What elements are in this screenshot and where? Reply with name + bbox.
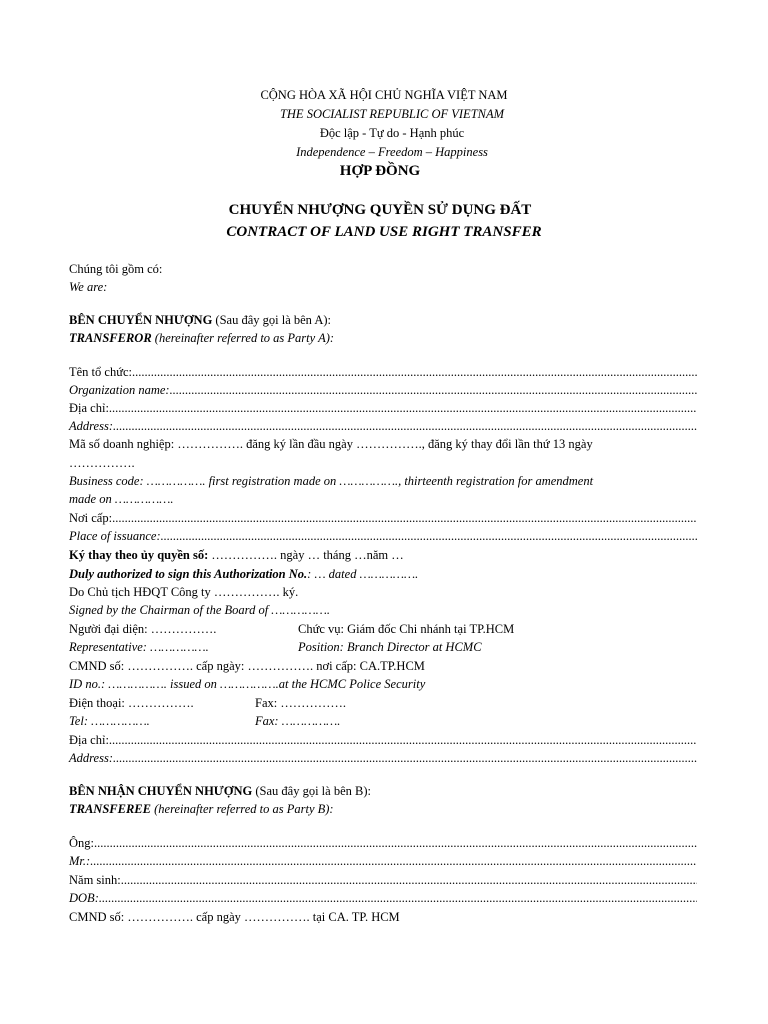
intro-en: We are:	[69, 280, 108, 294]
authorization-date-en: : … dated …………….	[307, 567, 419, 581]
issue-place-field-en[interactable]	[69, 528, 697, 544]
address2-field-vi[interactable]	[69, 732, 697, 748]
business-code-vi-cont: …………….	[69, 456, 135, 470]
org-name-field-vi[interactable]	[69, 364, 697, 380]
document-title-en: CONTRACT OF LAND USE RIGHT TRANSFER	[226, 224, 542, 240]
phone-vi: Điện thoại: …………….	[69, 696, 194, 710]
chairman-vi: Do Chủ tịch HĐQT Công ty ……………. ký.	[69, 585, 299, 599]
motto-en: Independence – Freedom – Happiness	[296, 145, 488, 159]
mr-label-vi: Ông:	[69, 836, 94, 850]
authorization-label-vi: Ký thay theo ủy quyền số:	[69, 548, 209, 562]
dob-label-en: DOB:	[69, 891, 99, 905]
party-b-note-vi: (Sau đây gọi là bên B):	[252, 784, 371, 798]
party-a-note-vi: (Sau đây gọi là bên A):	[212, 313, 332, 327]
org-name-label-en: Organization name:	[69, 383, 170, 397]
party-a-label-vi: BÊN CHUYỂN NHƯỢNG	[69, 313, 213, 327]
issue-place-field-vi[interactable]	[69, 510, 697, 526]
party-b-note-en: (hereinafter referred to as Party B):	[150, 802, 334, 816]
mr-field-en[interactable]	[69, 853, 697, 869]
party-a-label-en: TRANSFEROR	[69, 331, 152, 345]
party-b-label-en: TRANSFEREE	[69, 802, 151, 816]
phone-en: Tel: …………….	[69, 714, 150, 728]
phone-row-en	[69, 713, 697, 729]
org-name-field-en[interactable]	[69, 382, 697, 398]
business-code-vi: Mã số doanh nghiệp: ……………. đăng ký lần đầu ngày ……………., đăng ký thay đổi lần thứ 13 ngày	[69, 437, 593, 451]
dob-field-en[interactable]	[69, 890, 697, 906]
org-name-label-vi: Tên tổ chức:	[69, 365, 133, 379]
position-vi: Chức vụ: Giám đốc Chi nhánh tại TP.HCM	[298, 622, 515, 636]
representative-row-en	[69, 639, 697, 655]
mr-field-vi[interactable]	[69, 835, 697, 851]
position-en: Position: Branch Director at HCMC	[298, 640, 482, 654]
dob-field-vi[interactable]	[69, 872, 697, 888]
business-code-en: Business code: ……………. first registration made on ……………., thirteenth registration for amendment	[69, 474, 594, 488]
fax-en: Fax: …………….	[255, 714, 341, 728]
address-label-en: Address:	[69, 419, 113, 433]
document-title-vi: CHUYỂN NHƯỢNG QUYỀN SỬ DỤNG ĐẤT	[228, 202, 532, 218]
authorization-vi	[69, 547, 697, 563]
party-a-heading-en	[69, 330, 697, 346]
representative-vi: Người đại diện: …………….	[69, 622, 217, 636]
address2-label-vi: Địa chỉ:	[69, 733, 109, 747]
dob-label-vi: Năm sinh:	[69, 873, 121, 887]
mr-label-en: Mr.:	[69, 854, 91, 868]
party-b-label-vi: BÊN NHẬN CHUYỂN NHƯỢNG	[69, 784, 253, 798]
business-code-en-cont: made on …………….	[69, 492, 174, 506]
address2-field-en[interactable]	[69, 750, 697, 766]
party-a-heading-vi	[69, 312, 697, 328]
document-type: HỢP ĐỒNG	[339, 163, 421, 179]
issue-place-label-vi: Nơi cấp:	[69, 511, 113, 525]
address-label-vi: Địa chỉ:	[69, 401, 109, 415]
phone-row-vi	[69, 695, 697, 711]
chairman-en: Signed by the Chairman of the Board of …………….	[69, 603, 330, 617]
party-a-note-en: (hereinafter referred to as Party A):	[151, 331, 335, 345]
address-field-vi[interactable]	[69, 400, 697, 416]
party-b-heading-vi	[69, 783, 697, 799]
party-b-id-card-vi: CMND số: ……………. cấp ngày ……………. tại CA. TP. HCM	[69, 910, 400, 924]
address2-label-en: Address:	[69, 751, 113, 765]
fax-vi: Fax: …………….	[255, 696, 346, 710]
issue-place-label-en: Place of issuance:	[69, 529, 161, 543]
intro-vi: Chúng tôi gồm có:	[69, 262, 163, 276]
authorization-en	[69, 566, 697, 582]
nation-title-en: THE SOCIALIST REPUBLIC OF VIETNAM	[279, 107, 505, 121]
authorization-date-vi: ……………. ngày … tháng …năm …	[208, 548, 404, 562]
party-b-heading-en	[69, 801, 697, 817]
id-card-vi: CMND số: ……………. cấp ngày: ……………. nơi cấp: CA.TP.HCM	[69, 659, 425, 673]
nation-title-vi: CỘNG HÒA XÃ HỘI CHỦ NGHĨA VIỆT NAM	[260, 88, 508, 102]
authorization-label-en: Duly authorized to sign this Authorization No.	[69, 567, 308, 581]
id-card-en: ID no.: ……………. issued on …………….at the HCMC Police Security	[69, 677, 426, 691]
representative-row-vi	[69, 621, 697, 637]
address-field-en[interactable]	[69, 418, 697, 434]
representative-en: Representative: …………….	[69, 640, 209, 654]
motto-vi: Độc lập - Tự do - Hạnh phúc	[319, 126, 465, 140]
